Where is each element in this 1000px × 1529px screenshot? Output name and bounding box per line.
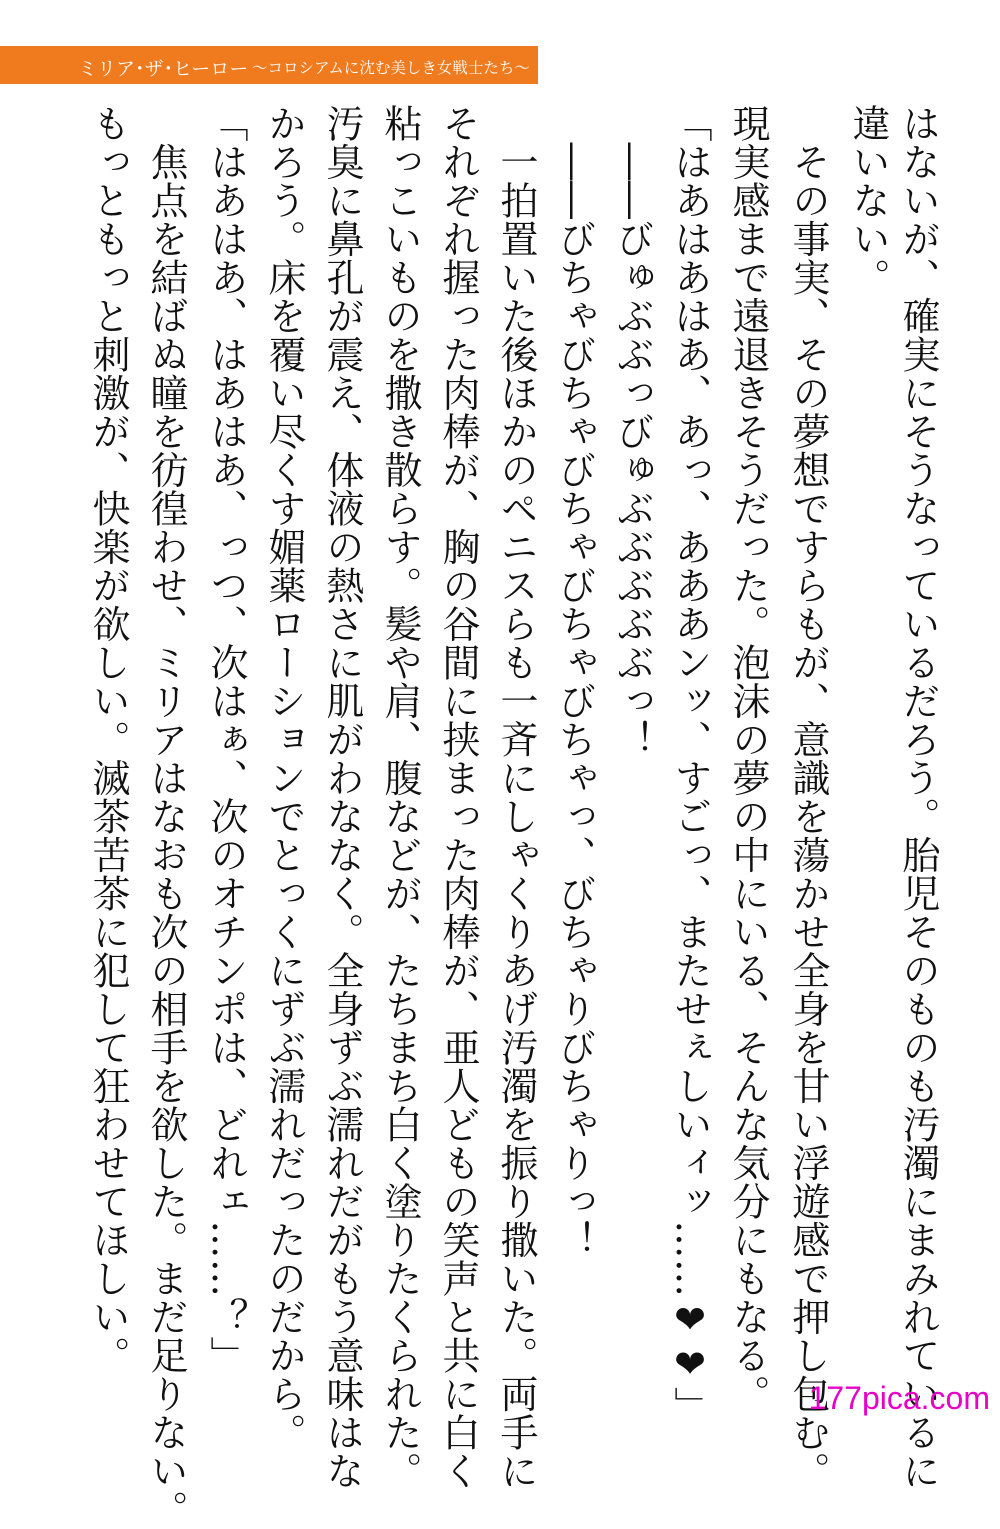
text-column-7: ――びちゃびちゃびちゃびちゃびちゃっ、びちゃりびちゃりっ！: [552, 104, 596, 1259]
text-column-10: 粘っこいものを撒き散らす。髪や肩、腹などが、たちまち白く塗りたくられた。: [378, 104, 422, 1490]
running-header-band: [0, 46, 538, 84]
text-column-2: 違いない。: [846, 104, 890, 297]
series-subtitle: 〜コロシアムに沈む美しき女戦士たち〜: [252, 59, 530, 77]
text-column-4: 現実感まで遠退きそうだった。泡沫の夢の中にいる、そんな気分にもなる。: [726, 104, 770, 1413]
watermark: 177pica.com: [808, 1380, 990, 1416]
text-column-11: 汚臭に鼻孔が震え、体液の熱さに肌がわななく。全身ずぶ濡れだがもう意味はな: [320, 104, 364, 1490]
series-title: ミリア･ザ･ヒーロー: [78, 58, 249, 80]
text-column-14: 焦点を結ばぬ瞳を彷徨わせ、ミリアはなおも次の相手を欲した。まだ足りない。: [144, 104, 188, 1529]
text-column-8: 一拍置いた後ほかのペニスらも一斉にしゃくりあげ汚濁を振り撒いた。両手に: [494, 104, 538, 1490]
text-column-13: 「はあはあ、はあはあ、っつ、次はぁ、次のオチンポは、どれェ……？」: [204, 104, 248, 1375]
text-column-12: かろう。床を覆い尽くす媚薬ローションでとっくにずぶ濡れだったのだから。: [262, 104, 306, 1452]
text-column-9: それぞれ握った肉棒が、胸の谷間に挟まった肉棒が、亜人どもの笑声と共に白く: [436, 104, 480, 1490]
text-column-1: はないが、確実にそうなっているだろう。胎児そのものも汚濁にまみれているに: [896, 104, 940, 1490]
text-column-3: その事実、その夢想ですらもが、意識を蕩かせ全身を甘い浮遊感で押し包む。: [786, 104, 830, 1490]
text-column-5: 「はあはあはあ、あっ、あああンッ、すごっ、またせぇしいィッ……❤❤」: [668, 104, 712, 1425]
text-column-6: ――びゅぶぶっびゅぶぶぶぶぶっ！: [610, 104, 654, 759]
text-column-15: もっともっと刺激が、快楽が欲しい。滅茶苦茶に犯して狂わせてほしい。: [86, 104, 130, 1375]
